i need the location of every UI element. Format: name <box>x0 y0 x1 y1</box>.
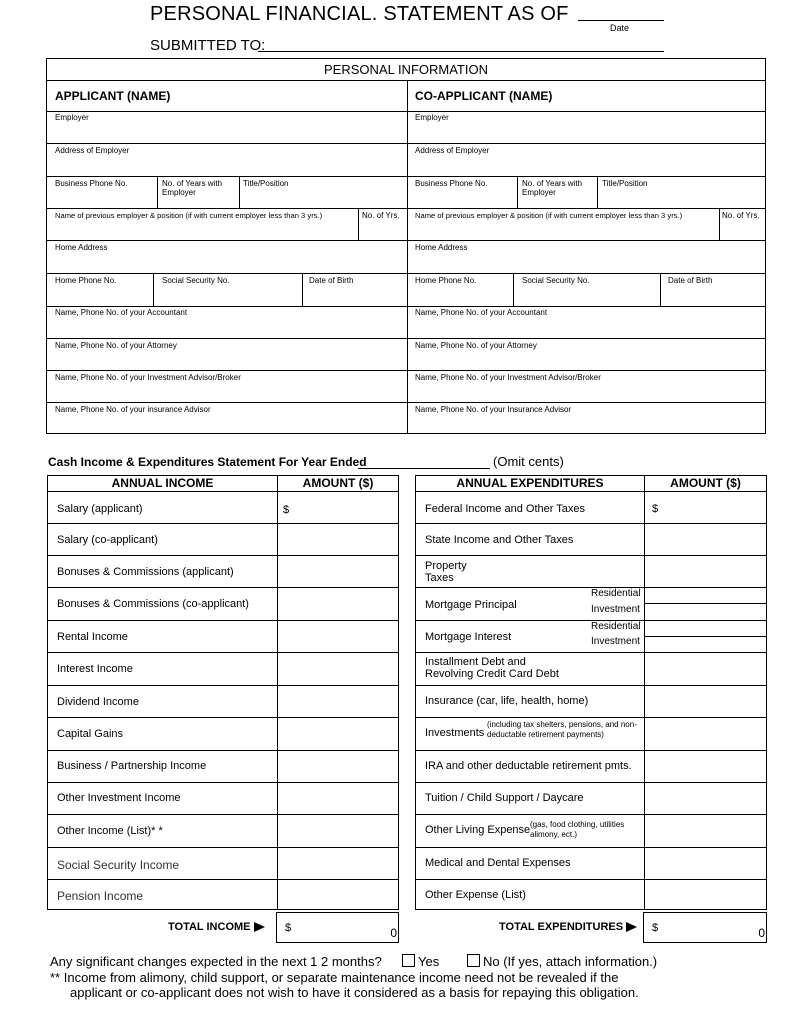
exp-other-living-note: (gas, food clothing, utilities alimony, ect.) <box>530 820 625 839</box>
annual-expenditures-table <box>415 475 767 910</box>
total-expenditures-box[interactable] <box>643 912 767 943</box>
expenditures-currency: $ <box>652 503 659 515</box>
exp-ira: IRA and other deductable retirement pmts. <box>425 760 632 772</box>
annual-expenditures-header: ANNUAL EXPENDITURES <box>456 476 604 490</box>
yes-checkbox[interactable] <box>402 954 415 967</box>
total-income-currency: $ <box>285 922 292 934</box>
row-rule <box>48 523 398 524</box>
row-rule <box>48 782 398 783</box>
row-rule <box>47 111 765 112</box>
row-rule <box>416 782 766 783</box>
row-rule <box>48 685 398 686</box>
row-rule <box>47 370 765 371</box>
personal-information-table <box>46 58 766 434</box>
total-income-label: TOTAL INCOME <box>168 921 265 933</box>
no-checkbox[interactable] <box>467 954 480 967</box>
cell-divider <box>597 176 598 208</box>
applicant-previous-employer[interactable]: Name of previous employer & position (if with current employer less than 3 yrs.) <box>55 211 323 220</box>
cell-divider <box>302 273 303 306</box>
amount-column-divider <box>277 476 278 909</box>
row-rule <box>416 555 766 556</box>
row-rule <box>48 555 398 556</box>
row-rule <box>416 879 766 880</box>
income-row-label: Other Investment Income <box>57 792 181 804</box>
cell-divider <box>660 273 661 306</box>
income-row-label: Dividend Income <box>57 696 139 708</box>
significant-changes-question: Any significant changes expected in the next 1 2 months? <box>50 954 382 969</box>
applicant-ssn[interactable]: Social Security No. <box>162 276 230 285</box>
expenditures-amount-header: AMOUNT ($) <box>670 476 741 490</box>
applicant-insurance-advisor[interactable]: Name, Phone No. of your insurance Advisor <box>55 405 211 414</box>
submitted-to-field[interactable] <box>258 51 664 52</box>
amount-column-divider <box>644 476 645 909</box>
coapplicant-investment-advisor[interactable]: Name, Phone No. of your Investment Advisor/Broker <box>415 373 601 382</box>
row-rule <box>416 717 766 718</box>
cell-divider <box>513 273 514 306</box>
row-rule <box>416 847 766 848</box>
exp-interest-residential: Residential <box>591 621 641 632</box>
applicant-investment-advisor[interactable]: Name, Phone No. of your Investment Advisor/Broker <box>55 373 241 382</box>
row-rule <box>416 523 766 524</box>
applicant-heading: APPLICANT (NAME) <box>55 89 171 103</box>
yes-label: Yes <box>418 954 440 969</box>
cell-divider <box>719 208 720 240</box>
row-rule <box>416 814 766 815</box>
row-rule <box>416 750 766 751</box>
applicant-home-phone[interactable]: Home Phone No. <box>55 276 117 285</box>
coapplicant-business-phone[interactable]: Business Phone No. <box>415 179 488 188</box>
coapplicant-home-address[interactable]: Home Address <box>415 243 468 252</box>
exp-federal-taxes: Federal Income and Other Taxes <box>425 503 585 515</box>
coapplicant-title-position[interactable]: Title/Position <box>602 179 648 188</box>
income-row-label: Social Security Income <box>57 858 180 872</box>
cell-divider <box>153 273 154 306</box>
arrow-right-icon <box>626 922 637 932</box>
coapplicant-years-with-employer[interactable]: No. of Years with Employer <box>522 179 583 197</box>
coapplicant-no-of-yrs[interactable]: No. of Yrs. <box>722 211 760 220</box>
annual-income-table <box>47 475 399 910</box>
income-currency: $ <box>283 504 290 516</box>
income-row-label: Other Income (List)* * <box>57 825 163 837</box>
form-title: PERSONAL FINANCIAL. STATEMENT AS OF <box>150 3 569 25</box>
row-rule <box>47 176 765 177</box>
header-rule <box>48 491 398 492</box>
exp-investments: Investments <box>425 727 485 739</box>
coapplicant-dob[interactable]: Date of Birth <box>668 276 713 285</box>
row-rule <box>47 306 765 307</box>
coapplicant-employer[interactable]: Employer <box>415 113 449 122</box>
total-income-value: 0 <box>390 926 397 940</box>
row-rule <box>416 652 766 653</box>
exp-property-taxes: Property Taxes <box>425 560 467 584</box>
row-rule <box>47 402 765 403</box>
year-ended-field[interactable] <box>358 468 490 469</box>
income-row-label: Capital Gains <box>57 728 124 740</box>
exp-principal-investment: Investment <box>591 604 640 615</box>
income-amount-header: AMOUNT ($) <box>302 476 374 490</box>
exp-state-taxes: State Income and Other Taxes <box>425 534 574 546</box>
applicant-business-phone[interactable]: Business Phone No. <box>55 179 128 188</box>
income-row-label: Rental Income <box>57 631 128 643</box>
row-rule <box>47 143 765 144</box>
cell-divider <box>157 176 158 208</box>
exp-insurance: Insurance (car, life, health, home) <box>425 695 589 707</box>
income-row-label: Salary (applicant) <box>57 503 143 515</box>
row-rule <box>644 636 766 637</box>
row-rule <box>48 750 398 751</box>
cell-divider <box>517 176 518 208</box>
coapplicant-insurance-advisor[interactable]: Name, Phone No. of your Insurance Advisor <box>415 405 572 414</box>
income-row-label: Business / Partnership Income <box>57 760 207 772</box>
income-row-label: Bonuses & Commissions (applicant) <box>57 566 234 578</box>
cell-divider <box>358 208 359 240</box>
coapplicant-ssn[interactable]: Social Security No. <box>522 276 590 285</box>
total-expenditures-currency: $ <box>652 922 659 934</box>
row-rule <box>48 620 398 621</box>
exp-mortgage-principal: Mortgage Principal <box>425 599 517 611</box>
coapplicant-home-phone[interactable]: Home Phone No. <box>415 276 477 285</box>
coapplicant-accountant[interactable]: Name, Phone No. of your Accountant <box>415 308 548 317</box>
applicant-dob[interactable]: Date of Birth <box>309 276 354 285</box>
header-rule <box>416 491 766 492</box>
exp-installment-debt: Installment Debt and Revolving Credit Card Debt <box>425 656 559 680</box>
row-rule <box>644 603 766 604</box>
total-expenditures-value: 0 <box>758 926 765 940</box>
income-row-label: Interest Income <box>57 663 133 675</box>
row-rule <box>47 273 765 274</box>
applicant-attorney[interactable]: Name, Phone No. of your Attorney <box>55 341 177 350</box>
coapplicant-heading: CO-APPLICANT (NAME) <box>415 89 553 103</box>
applicant-no-of-yrs[interactable]: No. of Yrs. <box>362 211 400 220</box>
coapplicant-employer-address[interactable]: Address of Employer <box>415 146 490 155</box>
exp-medical: Medical and Dental Expenses <box>425 857 571 869</box>
row-rule <box>48 814 398 815</box>
exp-investments-note: (including tax shelters, pensions, and non-deductable retirement payments) <box>487 720 637 739</box>
row-rule <box>48 587 398 588</box>
exp-other-expense: Other Expense (List) <box>425 889 526 901</box>
arrow-right-icon <box>254 922 265 932</box>
date-field[interactable] <box>578 20 664 21</box>
row-rule <box>48 879 398 880</box>
applicant-home-address[interactable]: Home Address <box>55 243 108 252</box>
applicant-title-position[interactable]: Title/Position <box>243 179 289 188</box>
row-rule <box>416 685 766 686</box>
applicant-accountant[interactable]: Name, Phone No. of your Accountant <box>55 308 188 317</box>
row-rule <box>48 652 398 653</box>
footnote-line-1: ** Income from alimony, child support, or separate maintenance income need not be revealed if the <box>50 970 619 985</box>
total-expenditures-label: TOTAL EXPENDITURES <box>499 921 637 933</box>
cash-statement-title: Cash Income & Expenditures Statement For Year Ended <box>48 455 367 469</box>
personal-information-heading: PERSONAL INFORMATION <box>47 59 765 81</box>
exp-interest-investment: Investment <box>591 636 640 647</box>
coapplicant-previous-employer[interactable]: Name of previous employer & position (if with current employer less than 3 yrs.) <box>415 211 683 220</box>
exp-tuition: Tuition / Child Support / Daycare <box>425 792 584 804</box>
row-rule <box>48 847 398 848</box>
row-rule <box>47 240 765 241</box>
total-income-box[interactable] <box>276 912 399 943</box>
income-row-label: Pension Income <box>57 889 144 903</box>
exp-principal-residential: Residential <box>591 588 641 599</box>
applicant-employer-address[interactable]: Address of Employer <box>55 146 130 155</box>
cell-divider <box>239 176 240 208</box>
income-row-label: Salary (co-applicant) <box>57 534 158 546</box>
date-label: Date <box>610 23 630 33</box>
row-rule <box>47 338 765 339</box>
annual-income-header: ANNUAL INCOME <box>111 476 214 490</box>
applicant-years-with-employer[interactable]: No. of Years with Employer <box>162 179 223 197</box>
exp-other-living: Other Living Expense <box>425 824 531 836</box>
submitted-to-label: SUBMITTED TO: <box>150 37 266 54</box>
income-row-label: Bonuses & Commissions (co-applicant) <box>57 598 249 610</box>
row-rule <box>48 717 398 718</box>
coapplicant-attorney[interactable]: Name, Phone No. of your Attorney <box>415 341 537 350</box>
omit-cents-note: (Omit cents) <box>493 454 564 469</box>
no-label: No (If yes, attach information.) <box>483 954 658 969</box>
exp-mortgage-interest: Mortgage Interest <box>425 631 512 643</box>
row-rule <box>47 208 765 209</box>
footnote-line-2: applicant or co-applicant does not wish to have it considered as a basis for repaying this obligation. <box>70 985 639 1000</box>
column-divider <box>407 80 408 433</box>
applicant-employer[interactable]: Employer <box>55 113 89 122</box>
